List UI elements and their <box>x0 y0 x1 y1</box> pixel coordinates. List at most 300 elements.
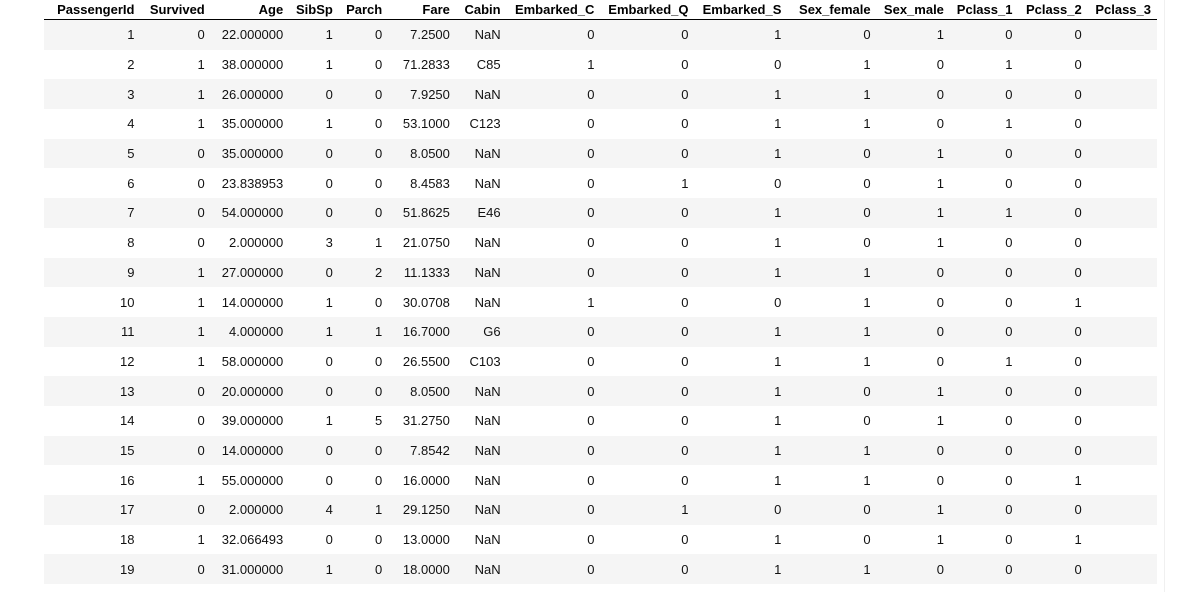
table-cell: 0 <box>600 554 694 584</box>
table-cell: 0 <box>587 353 595 369</box>
table-row <box>0 525 1157 555</box>
table-cell: 1 <box>863 294 871 310</box>
table-cell: 1 <box>694 258 787 288</box>
table-cell: 0 <box>1018 20 1087 50</box>
table-cell: 30.0708 <box>402 294 450 310</box>
table-cell: 0 <box>374 353 383 369</box>
table-cell: 0 <box>681 472 689 488</box>
table-cell: 0 <box>289 198 339 228</box>
table-cell: 0 <box>587 235 595 251</box>
table-cell: 0 <box>140 139 210 169</box>
table-cell: 0 <box>694 495 787 525</box>
table-cell: 0 <box>507 317 601 347</box>
table-cell: 0 <box>1074 353 1082 369</box>
table-cell: 0 <box>681 57 689 73</box>
table-cell: 21.0750 <box>402 235 450 251</box>
row-index <box>0 525 44 555</box>
table-cell: 0 <box>787 495 876 525</box>
row-index <box>0 317 44 347</box>
table-cell: NaN <box>474 532 501 548</box>
table-cell: 0 <box>1074 116 1082 132</box>
table-row <box>0 50 1157 80</box>
table-cell: 0 <box>1005 532 1013 548</box>
table-cell: 0 <box>140 376 210 406</box>
table-cell <box>1088 109 1157 139</box>
table-cell: 1 <box>694 198 787 228</box>
table-cell: NaN <box>474 413 501 429</box>
table-cell: 1 <box>694 20 787 50</box>
table-cell <box>1088 287 1157 317</box>
table-row <box>0 376 1157 406</box>
table-cell: 0 <box>325 532 333 548</box>
column-header: PassengerId <box>44 0 140 20</box>
table-row <box>0 139 1157 169</box>
table-cell: 1 <box>587 57 595 73</box>
table-cell: 0 <box>289 436 339 466</box>
row-index <box>0 109 44 139</box>
table-cell: 1 <box>936 175 944 191</box>
table-cell: 2.000000 <box>229 235 284 251</box>
table-cell: 0 <box>1018 554 1087 584</box>
table-cell: 0 <box>1005 472 1013 488</box>
table-cell: 0 <box>1074 413 1082 429</box>
table-cell: 0 <box>950 495 1019 525</box>
table-cell: 0 <box>374 472 383 488</box>
table-cell <box>1088 198 1157 228</box>
table-cell: 1 <box>1074 472 1082 488</box>
table-cell: 1 <box>1005 57 1013 73</box>
row-index <box>0 168 44 198</box>
table-cell: 0 <box>289 79 339 109</box>
table-cell: 1 <box>936 532 944 548</box>
table-cell: 10 <box>119 294 135 310</box>
row-index <box>0 406 44 436</box>
table-cell <box>1088 347 1157 377</box>
table-cell <box>1088 20 1157 50</box>
table-cell: 35.000000 <box>221 116 284 132</box>
table-cell: 0 <box>140 554 210 584</box>
table-cell: 1 <box>950 198 1019 228</box>
table-cell: 0 <box>1018 317 1087 347</box>
table-cell: 14.000000 <box>221 294 284 310</box>
table-cell: 1 <box>197 472 205 488</box>
table-cell: 9 <box>44 258 140 288</box>
table-cell: 4.000000 <box>211 317 289 347</box>
row-index <box>0 20 44 50</box>
table-cell: 0 <box>1018 376 1087 406</box>
table-cell: 0 <box>339 376 388 406</box>
table-cell: 18 <box>119 532 135 548</box>
table-cell: NaN <box>456 258 507 288</box>
table-cell: 0 <box>339 198 388 228</box>
table-cell: 0 <box>374 116 383 132</box>
table-cell: 0 <box>681 294 689 310</box>
table-cell: 0 <box>339 79 388 109</box>
table-cell: 1 <box>339 317 388 347</box>
table-cell: 0 <box>774 57 782 73</box>
row-index <box>0 376 44 406</box>
table-cell: 0 <box>950 139 1019 169</box>
table-cell: 1 <box>774 353 782 369</box>
table-cell: 31.000000 <box>211 554 289 584</box>
table-cell: 1 <box>863 472 871 488</box>
table-cell: 3 <box>325 235 333 251</box>
row-index <box>0 465 44 495</box>
table-cell: 0 <box>600 376 694 406</box>
table-cell: NaN <box>474 235 501 251</box>
table-cell: 0 <box>600 79 694 109</box>
table-cell: 0 <box>374 294 383 310</box>
table-cell: 20.000000 <box>211 376 289 406</box>
table-row <box>0 287 1157 317</box>
table-cell: 0 <box>681 353 689 369</box>
table-cell: 1 <box>681 175 689 191</box>
table-cell: 0 <box>950 258 1019 288</box>
table-cell: 0 <box>507 376 601 406</box>
table-cell: 0 <box>936 472 944 488</box>
table-cell: 1 <box>197 116 205 132</box>
table-cell: 1 <box>877 20 950 50</box>
column-header: Pclass_1 <box>950 0 1019 20</box>
table-cell: 1 <box>694 79 787 109</box>
column-header: Cabin <box>456 0 507 20</box>
table-cell: 13.0000 <box>402 532 450 548</box>
table-cell <box>1088 436 1157 466</box>
row-index <box>0 79 44 109</box>
table-cell: 1 <box>374 235 383 251</box>
table-cell: 0 <box>600 198 694 228</box>
table-cell: 1 <box>197 353 205 369</box>
table-cell <box>1088 525 1157 555</box>
table-cell <box>1088 465 1157 495</box>
table-cell: 0 <box>197 175 205 191</box>
table-cell: 0 <box>950 436 1019 466</box>
table-cell: 0 <box>289 258 339 288</box>
table-cell: NaN <box>456 436 507 466</box>
row-index <box>0 436 44 466</box>
row-index <box>0 198 44 228</box>
column-header: Fare <box>388 0 456 20</box>
table-cell: 53.1000 <box>402 116 450 132</box>
table-cell: 7.9250 <box>388 79 456 109</box>
table-cell: 0 <box>507 436 601 466</box>
table-cell: 14.000000 <box>211 436 289 466</box>
table-cell: 1 <box>877 198 950 228</box>
table-cell: 32.066493 <box>221 532 284 548</box>
table-cell: 0 <box>600 20 694 50</box>
table-cell: 1 <box>339 495 388 525</box>
column-header: Age <box>211 0 289 20</box>
table-cell: 0 <box>140 436 210 466</box>
table-row <box>0 347 1157 377</box>
table-cell <box>1088 406 1157 436</box>
table-cell: 0 <box>681 235 689 251</box>
table-cell: 0 <box>681 532 689 548</box>
table-cell: 0 <box>877 436 950 466</box>
table-cell: 8 <box>127 235 135 251</box>
table-cell: 6 <box>127 175 135 191</box>
table-cell: 0 <box>587 116 595 132</box>
table-cell: 16.7000 <box>388 317 456 347</box>
table-cell: 26.000000 <box>211 79 289 109</box>
table-body <box>0 20 1157 585</box>
table-cell: 0 <box>1018 436 1087 466</box>
table-row <box>0 436 1157 466</box>
table-cell: 0 <box>289 376 339 406</box>
table-cell: 0 <box>1018 198 1087 228</box>
row-index <box>0 347 44 377</box>
table-cell: 2 <box>339 258 388 288</box>
table-cell: 31.2750 <box>402 413 450 429</box>
table-cell: 13 <box>44 376 140 406</box>
table-cell: 2 <box>127 57 135 73</box>
table-cell: 29.1250 <box>388 495 456 525</box>
table-cell: 0 <box>507 139 601 169</box>
table-cell: 1 <box>1005 116 1013 132</box>
table-cell: 1 <box>325 57 333 73</box>
row-index <box>0 228 44 258</box>
table-cell: 0 <box>950 317 1019 347</box>
table-cell: 0 <box>1005 294 1013 310</box>
table-cell: 1 <box>140 317 210 347</box>
table-cell: 0 <box>1074 175 1082 191</box>
column-header: Pclass_2 <box>1018 0 1087 20</box>
table-cell: 3 <box>44 79 140 109</box>
table-cell: 0 <box>681 413 689 429</box>
table-cell: 0 <box>1005 235 1013 251</box>
table-cell: 55.000000 <box>221 472 284 488</box>
table-cell: 1 <box>774 413 782 429</box>
table-cell: 0 <box>600 139 694 169</box>
table-cell: 0 <box>374 175 383 191</box>
table-cell: 1 <box>289 20 339 50</box>
table-cell: 0 <box>587 413 595 429</box>
table-cell: 5 <box>44 139 140 169</box>
table-cell: 51.8625 <box>388 198 456 228</box>
table-cell: 35.000000 <box>211 139 289 169</box>
table-cell: 1 <box>774 235 782 251</box>
table-cell: 0 <box>600 436 694 466</box>
table-cell: NaN <box>456 495 507 525</box>
table-cell: E46 <box>456 198 507 228</box>
table-cell: 1 <box>936 235 944 251</box>
header-row <box>0 0 1157 20</box>
column-header: Survived <box>140 0 210 20</box>
table-cell: NaN <box>474 175 501 191</box>
table-cell: 1 <box>694 317 787 347</box>
table-cell: 0 <box>787 198 876 228</box>
table-cell: 0 <box>289 139 339 169</box>
table-cell <box>1088 168 1157 198</box>
table-cell: 0 <box>950 20 1019 50</box>
table-cell <box>1088 317 1157 347</box>
table-cell: 0 <box>774 294 782 310</box>
table-cell: NaN <box>456 376 507 406</box>
table-cell: G6 <box>456 317 507 347</box>
table-cell: 0 <box>587 532 595 548</box>
table-cell: 17 <box>44 495 140 525</box>
table-cell: 0 <box>140 495 210 525</box>
table-row <box>0 465 1157 495</box>
table-cell: 1 <box>774 532 782 548</box>
table-cell: 14 <box>119 413 135 429</box>
table-cell: 1 <box>197 294 205 310</box>
table-cell: 1 <box>1074 294 1082 310</box>
table-cell: 0 <box>507 198 601 228</box>
table-cell: 0 <box>877 317 950 347</box>
table-row <box>0 198 1157 228</box>
table-cell: 0 <box>1005 413 1013 429</box>
column-header: Embarked_S <box>694 0 787 20</box>
table-cell: 1 <box>197 57 205 73</box>
table-cell: 1 <box>863 353 871 369</box>
table-cell: 1 <box>787 317 876 347</box>
table-cell: 7.8542 <box>388 436 456 466</box>
column-header: SibSp <box>289 0 339 20</box>
table-cell: 1 <box>325 413 333 429</box>
table-cell: 1 <box>787 436 876 466</box>
table-cell: C103 <box>469 353 501 369</box>
table-cell: 0 <box>1074 235 1082 251</box>
row-index <box>0 258 44 288</box>
table-cell: 26.5500 <box>402 353 450 369</box>
table-row <box>0 228 1157 258</box>
table-cell: 1 <box>877 495 950 525</box>
table-cell: 23.838953 <box>221 175 284 191</box>
index-header <box>0 0 44 20</box>
table-cell: 8.0500 <box>388 376 456 406</box>
table-cell: 0 <box>374 532 383 548</box>
column-header: Embarked_Q <box>600 0 694 20</box>
table-cell: 0 <box>877 554 950 584</box>
table-row <box>0 495 1157 525</box>
table-cell: 4 <box>127 116 135 132</box>
table-cell: 0 <box>339 554 388 584</box>
table-cell: 0 <box>787 139 876 169</box>
table-cell: 1 <box>587 294 595 310</box>
table-cell: 0 <box>877 79 950 109</box>
table-cell: 39.000000 <box>221 413 284 429</box>
table-cell: 1 <box>936 413 944 429</box>
row-index <box>0 554 44 584</box>
table-cell: 0 <box>936 116 944 132</box>
row-index <box>0 287 44 317</box>
column-header: Pclass_3 <box>1088 0 1157 20</box>
table-cell: 0 <box>197 413 205 429</box>
table-row <box>0 79 1157 109</box>
table-cell: 1 <box>787 554 876 584</box>
table-row <box>0 109 1157 139</box>
table-cell: 0 <box>681 116 689 132</box>
column-header: Sex_male <box>877 0 950 20</box>
table-cell: 1 <box>140 258 210 288</box>
table-cell: 71.2833 <box>402 57 450 73</box>
table-cell: 0 <box>507 79 601 109</box>
table-cell: NaN <box>474 294 501 310</box>
divider <box>1164 0 1165 592</box>
table-cell: 2.000000 <box>211 495 289 525</box>
table-cell: 0 <box>140 20 210 50</box>
table-row <box>0 406 1157 436</box>
table-cell: 0 <box>950 376 1019 406</box>
table-cell: 1 <box>325 294 333 310</box>
table-cell: 1 <box>1074 532 1082 548</box>
table-cell: 0 <box>1005 175 1013 191</box>
table-cell: 1 <box>877 139 950 169</box>
table-cell: 1 <box>877 376 950 406</box>
table-cell: 0 <box>1074 57 1082 73</box>
table-cell <box>1088 79 1157 109</box>
table-cell: 0 <box>950 79 1019 109</box>
table-cell <box>1088 258 1157 288</box>
table-cell: 58.000000 <box>221 353 284 369</box>
table-cell: 54.000000 <box>211 198 289 228</box>
table-cell: 7.2500 <box>388 20 456 50</box>
column-header: Sex_female <box>787 0 876 20</box>
table-row <box>0 317 1157 347</box>
table-cell: 0 <box>339 139 388 169</box>
table-cell: 0 <box>863 175 871 191</box>
table-cell: 0 <box>863 532 871 548</box>
table-cell: 0 <box>140 198 210 228</box>
table-cell: 0 <box>1018 79 1087 109</box>
table-cell: 0 <box>507 258 601 288</box>
table-cell: 1 <box>197 532 205 548</box>
table-cell: 1 <box>863 116 871 132</box>
table-row <box>0 168 1157 198</box>
table-cell: 0 <box>587 472 595 488</box>
table-cell: 27.000000 <box>211 258 289 288</box>
table-cell: 1 <box>694 376 787 406</box>
table-cell <box>1088 139 1157 169</box>
table-cell: 1 <box>787 79 876 109</box>
table-cell: 0 <box>863 413 871 429</box>
table-cell: 4 <box>289 495 339 525</box>
table-cell: 1 <box>787 258 876 288</box>
table-cell <box>1088 228 1157 258</box>
row-index <box>0 495 44 525</box>
table-row <box>0 20 1157 50</box>
table-cell: 0 <box>325 353 333 369</box>
table-cell: 16 <box>119 472 135 488</box>
table-row <box>0 554 1157 584</box>
table-cell: 15 <box>44 436 140 466</box>
table-cell: 1 <box>600 495 694 525</box>
table-cell <box>1088 376 1157 406</box>
table-cell: 0 <box>374 57 383 73</box>
table-cell: 0 <box>507 20 601 50</box>
table-row <box>0 258 1157 288</box>
table-cell: 0 <box>587 175 595 191</box>
column-header: Embarked_C <box>507 0 601 20</box>
table-cell: 0 <box>863 235 871 251</box>
table-cell: 1 <box>863 57 871 73</box>
table-cell: 0 <box>339 20 388 50</box>
table-cell: 1 <box>1005 353 1013 369</box>
table-cell: 1 <box>694 554 787 584</box>
table-cell: 0 <box>507 495 601 525</box>
table-cell: 18.0000 <box>388 554 456 584</box>
table-cell: 0 <box>950 554 1019 584</box>
table-cell: C123 <box>469 116 501 132</box>
table-cell <box>1088 554 1157 584</box>
table-cell: 0 <box>1018 139 1087 169</box>
table-cell: 7 <box>44 198 140 228</box>
table-cell: NaN <box>474 472 501 488</box>
table-cell: 1 <box>325 116 333 132</box>
table-cell: 0 <box>877 258 950 288</box>
table-cell: 0 <box>936 353 944 369</box>
